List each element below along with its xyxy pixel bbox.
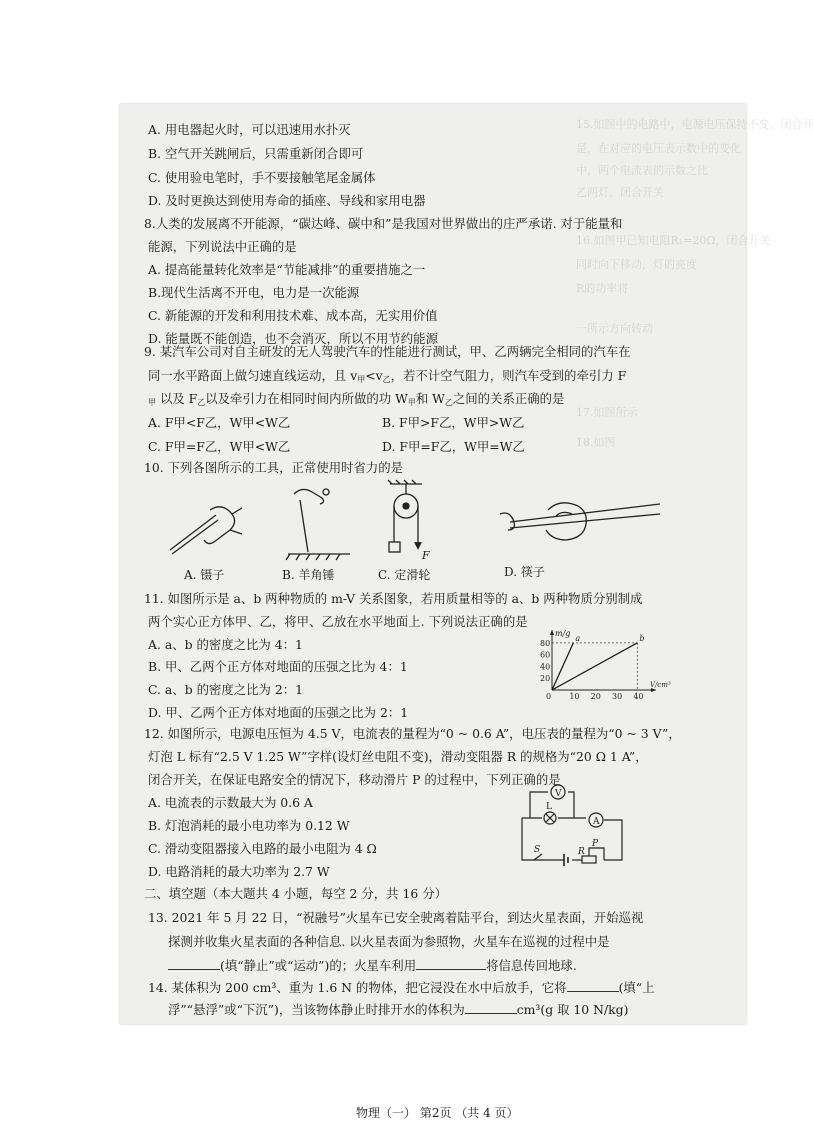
y-axis-label: m/g — [555, 629, 571, 638]
q13-blank-1[interactable] — [168, 958, 220, 970]
q11-option-b: B. 甲、乙两个正方体对地面的压强之比为 4：1 — [148, 659, 408, 674]
slider-label: P — [592, 839, 599, 849]
series-line-b — [552, 643, 637, 690]
series-label-a: a — [575, 633, 581, 643]
q12-stem-line3: 闭合开关，在保证电路安全的情况下，移动滑片 P 的过程中，下列正确的是 — [148, 772, 561, 787]
series-line-a — [552, 643, 573, 690]
fixed-pulley-figure — [388, 480, 422, 552]
q10-caption-d: D. 筷子 — [504, 565, 545, 579]
tweezers-figure — [170, 507, 242, 554]
q10-caption-c: C. 定滑轮 — [378, 568, 431, 582]
q8-option-c: C. 新能源的开发和利用技术难、成本高，无实用价值 — [148, 308, 438, 323]
q10-tools-figure — [160, 480, 720, 570]
y-tick-label: 40 — [540, 662, 551, 672]
chopsticks-figure — [500, 503, 660, 540]
q10-caption-b: B. 羊角锤 — [282, 568, 335, 582]
q9-option-a: A. F甲<F乙，W甲<W乙 — [148, 415, 291, 430]
q9-stem-line1: 9. 某汽车公司对自主研发的无人驾驶汽车的性能进行测试，甲、乙两辆完全相同的汽车在 — [144, 344, 631, 359]
q8-option-a: A. 提高能量转化效率是“节能减排”的重要措施之一 — [148, 262, 426, 277]
q12-stem-line1: 12. 如图所示，电源电压恒为 4.5 V，电流表的量程为“0 ~ 0.6 A”，电压表的量程为“0 ~ 3 V”， — [144, 726, 681, 741]
q11-stem-line1: 11. 如图所示是 a、b 两种物质的 m-V 关系图象，若用质量相等的 a、b 两种物质分别制成 — [144, 591, 643, 606]
x-tick-label: 10 — [569, 692, 580, 701]
q10-stem: 10. 下列各图所示的工具，正常使用时省力的是 — [144, 460, 404, 475]
q12-option-b: B. 灯泡消耗的最小电功率为 0.12 W — [148, 818, 350, 833]
claw-hammer-figure — [286, 489, 350, 560]
x-tick-label: 30 — [612, 692, 623, 701]
q12-circuit-diagram — [512, 780, 632, 870]
q9-option-b: B. F甲>F乙，W甲>W乙 — [382, 415, 525, 430]
q7-option-c: C. 使用验电笔时，手不要接触笔尾金属体 — [148, 170, 376, 185]
q14-blank-2[interactable] — [465, 1002, 517, 1014]
q14-line1: 14. 某体积为 200 cm³、重为 1.6 N 的物体，把它浸没在水中后放手，它将 (填“上 — [148, 980, 655, 995]
q9-stem-line2: 同一水平路面上做匀速直线运动，且 $v_甲<v_乙$，若不计空气阻力，则汽车受到的牵引力 F — [148, 368, 627, 384]
q8-stem-line1: 8.人类的发展离不开能源，“碳达峰、碳中和”是我国对世界做出的庄严承诺. 对于能量和 — [144, 216, 623, 231]
exam-page — [120, 104, 814, 1120]
q9-option-d: D. F甲=F乙，W甲=W乙 — [382, 439, 525, 454]
page-footer: 物理（一） 第2页 （共 4 页） — [356, 1106, 519, 1120]
q9-stem-line3: $_甲$ 以及 $F_乙$以及牵引力在相同时间内所做的功 $W_甲$和 $W_乙$之间的关系正确的是 — [148, 391, 565, 407]
x-tick-label: 20 — [590, 692, 601, 701]
q14-line2: 浮”“悬浮”或“下沉”)，当该物体静止时排开水的体积为 cm³(g 取 10 N/kg) — [168, 1002, 629, 1017]
q7-option-b: B. 空气开关跳闸后，只需重新闭合即可 — [148, 146, 364, 161]
q7-option-a: A. 用电器起火时，可以迅速用水扑灭 — [148, 122, 351, 137]
q10-caption-a: A. 镊子 — [184, 568, 225, 582]
rheostat-symbol — [582, 856, 596, 863]
q8-option-d: D. 能量既不能创造，也不会消灭，所以不用节约能源 — [148, 331, 438, 346]
q12-stem-line2: 灯泡 L 标有“2.5 V 1.25 W”字样(设灯丝电阻不变)，滑动变阻器 R 的规格为“20 Ω 1 A”， — [148, 749, 648, 764]
q7-option-d: D. 及时更换达到使用寿命的插座、导线和家用电器 — [148, 193, 426, 208]
q13-line2: 探测并收集火星表面的各种信息. 以火星表面为参照物，火星车在巡视的过程中是 — [168, 934, 610, 949]
origin-label: 0 — [546, 692, 552, 701]
q8-stem-line2: 能源，下列说法中正确的是 — [148, 239, 297, 254]
q12-option-a: A. 电流表的示数最大为 0.6 A — [148, 795, 313, 810]
voltmeter-label: V — [555, 789, 562, 799]
section2-heading: 二、填空题（本大题共 4 小题，每空 2 分，共 16 分） — [144, 886, 447, 901]
q12-option-d: D. 电路消耗的最大功率为 2.7 W — [148, 864, 330, 879]
q11-option-a: A. a、b 的密度之比为 4：1 — [148, 637, 303, 652]
ammeter-label: A — [593, 817, 600, 827]
q14-blank-1[interactable] — [567, 980, 619, 992]
bleed-through: 15.如图中的电路中，电源电压保持不变，闭合开 是，在对应的电压表示数中的变化 中，两个电流表的示数之比 乙两灯，闭合开关 16.如图甲已知电阻R₁=20Ω，闭合开关 同时向下移动，灯的亮度 R的功率将 一所示方向转动 17.如图所示 18.如图 — [576, 118, 814, 449]
q11-option-c: C. a、b 的密度之比为 2：1 — [148, 682, 304, 697]
y-axis-arrow — [550, 630, 554, 635]
pulley-force-label: F — [422, 549, 430, 562]
q12-option-c: C. 滑动变阻器接入电路的最小电阻为 4 Ω — [148, 841, 377, 856]
q13-line1: 13. 2021 年 5 月 22 日，“祝融号”火星车已安全驶离着陆平台，到达火星表面，开始巡视 — [148, 910, 644, 925]
x-axis-label: V/cm³ — [650, 681, 671, 689]
y-tick-label: 20 — [540, 674, 551, 684]
q11-mv-chart — [530, 626, 670, 702]
x-tick-label: 40 — [633, 692, 644, 701]
y-tick-label: 60 — [540, 650, 551, 660]
rheostat-label: R — [578, 847, 585, 857]
q13-line3: (填“静止”或“运动”)的；火星车利用 将信息传回地球. — [168, 958, 577, 974]
switch-label: S — [534, 845, 541, 855]
series-label-b: b — [639, 633, 645, 643]
y-tick-label: 80 — [540, 638, 551, 648]
q9-option-c: C. F甲=F乙，W甲<W乙 — [148, 439, 291, 454]
lamp-label: L — [546, 802, 552, 812]
q11-stem-line2: 两个实心正方体甲、乙，将甲、乙放在水平地面上. 下列说法正确的是 — [148, 614, 528, 629]
q13-blank-2[interactable] — [416, 958, 486, 970]
q8-option-b: B.现代生活离不开电，电力是一次能源 — [148, 285, 360, 300]
q11-option-d: D. 甲、乙两个正方体对地面的压强之比为 2：1 — [148, 705, 409, 720]
